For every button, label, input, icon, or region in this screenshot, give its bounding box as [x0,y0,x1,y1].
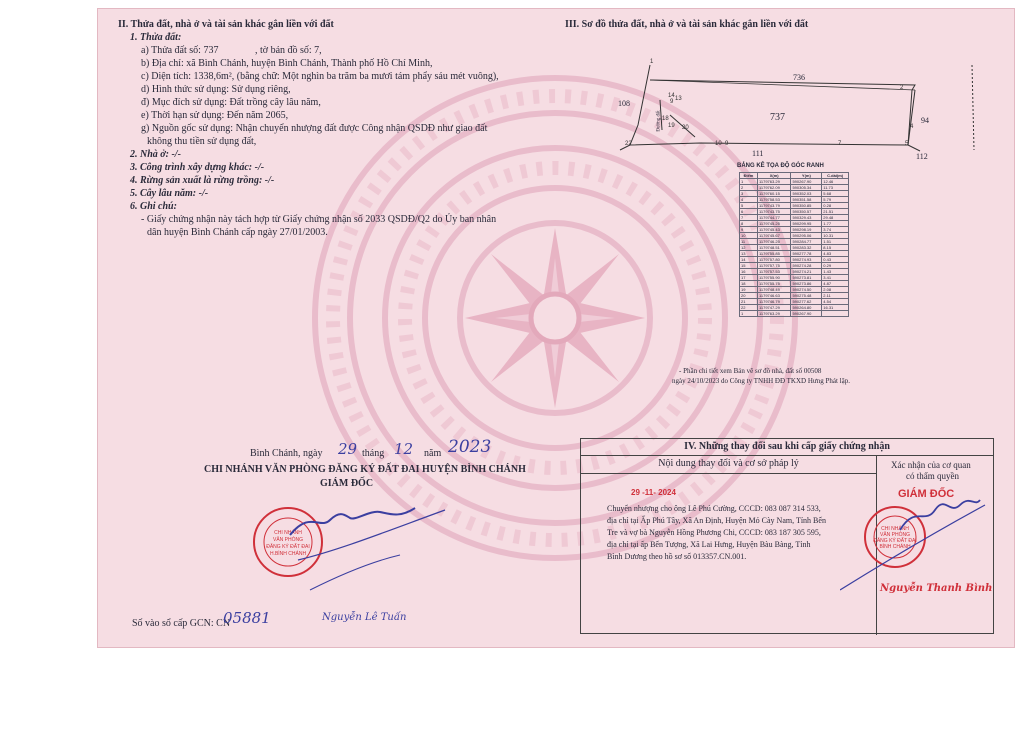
table-cell: 5 [740,203,758,209]
table-cell: 1179746.25 [757,239,791,245]
table-cell: 1179743.79 [757,203,791,209]
perennial-heading: 5. Cây lâu năm: -/- [130,188,209,199]
table-cell: 1179743.75 [757,209,791,215]
table-cell: 590264.80 [791,305,822,311]
table-cell: 1179745.25 [757,221,791,227]
table-cell: 1179762.09 [757,185,791,191]
stamp-line: CHI NHÁNH [274,530,302,536]
label-736: 736 [793,73,805,82]
table-cell: 590350.85 [791,203,822,209]
registry-number: 05881 [223,609,271,627]
table-cell [822,311,849,317]
usage-form-line: d) Hình thức sử dụng: Sử dụng riêng, [141,84,291,95]
table-cell: 2.08 [822,287,849,293]
stamp-line: H.BÌNH CHÁNH [269,551,307,557]
svg-text:2: 2 [900,85,904,91]
table-cell: 1.51 [822,239,849,245]
table-cell: 19 [740,287,758,293]
table-cell: 4.83 [822,251,849,257]
table-cell: 1179746.63 [757,293,791,299]
svg-text:1: 1 [650,59,654,65]
change-text-line: Bình Dương theo hồ sơ số 013357.CN.001. [607,552,747,561]
section2-land-heading: 1. Thửa đất: [130,32,182,43]
table-cell: 0.29 [822,263,849,269]
change-text-line: địa chỉ tại Ấp Phú Tây, Xã An Định, Huyện Mỏ Cày Nam, Tỉnh Bến [607,516,826,525]
table-cell: 16 [740,269,758,275]
table-cell: 6 [740,209,758,215]
svg-text:4: 4 [910,124,914,130]
forest-heading: 4. Rừng sản xuất là rừng trồng: -/- [130,175,275,186]
house-heading: 2. Nhà ở: -/- [130,149,181,160]
address-line: b) Địa chỉ: xã Bình Chánh, huyện Bình Chánh, Thành phố Hồ Chí Minh, [141,58,433,69]
table-cell: 1179763.29 [757,311,791,317]
table-cell: 590350.57 [791,209,822,215]
origin-line-1: g) Nguồn gốc sử dụng: Nhận chuyển nhượng đất được Công nhận QSDĐ như giao đất [141,123,488,134]
table-cell: 3.41 [822,275,849,281]
table-cell: 590273.86 [791,281,822,287]
table-cell: 1179755.75 [757,281,791,287]
table-cell: 7 [740,215,758,221]
table-cell: 590277.62 [791,299,822,305]
table-cell: 18 [740,281,758,287]
stamp-line: VĂN PHÒNG [272,537,304,543]
table-cell: 0.28 [822,203,849,209]
table-cell: 1179763.29 [757,179,791,185]
table-cell: 590273.81 [791,275,822,281]
svg-text:10: 10 [715,141,722,147]
table-cell: 5.79 [822,197,849,203]
stamp-line: CHI NHÁNH [881,526,909,532]
table-cell: 1179747.29 [757,305,791,311]
signing-month: 12 [394,440,414,458]
table-cell: 1.77 [822,221,849,227]
table-cell: 1179744.77 [757,215,791,221]
changes-content-header: Nội dung thay đổi và cơ sở pháp lý [581,455,876,474]
table-cell: 590283.32 [791,245,822,251]
table-cell: 3.74 [822,227,849,233]
table-cell: 0.43 [822,257,849,263]
table-cell: 590329.43 [791,215,822,221]
table-cell: 590277.78 [791,251,822,257]
table-cell: 15 [740,263,758,269]
change-text-line: Tre và vợ bà Nguyễn Hồng Phương Chi, CCCD: 083 187 305 595, [607,528,821,537]
table-cell: 4.54 [822,299,849,305]
table-cell: 12 [740,245,758,251]
table-cell: 21.51 [822,209,849,215]
table-cell: 1179757.53 [757,269,791,275]
diagram-note-1: - Phần chi tiết xem Bản vẽ sơ đồ nhà, đất số 00508 [679,367,822,375]
svg-text:7: 7 [838,141,842,147]
change-text-line: địa chỉ tại ấp Bến Tượng, Xã Lai Hưng, Huyện Bàu Bàng, Tỉnh [607,540,811,549]
area-line: c) Diện tích: 1338,6m², (bằng chữ: Một nghìn ba trăm ba mươi tám phẩy sáu mét vuông), [141,71,499,82]
label-111: 111 [752,149,764,158]
svg-text:18: 18 [662,116,669,122]
table-cell: 1179746.79 [757,299,791,305]
table-cell: 1179745.43 [757,227,791,233]
stamp-line: ĐĂNG KÝ ĐẤT ĐAI [266,544,310,550]
stamp-line: ĐĂNG KÝ ĐẤT ĐAI [873,538,917,544]
notes-heading: 6. Ghi chú: [130,201,177,212]
svg-text:14: 14 [668,93,675,99]
approval-header-1: Xác nhận của cơ quan [891,460,971,470]
signing-day: 29 [338,440,358,458]
table-header: Y(m) [791,173,822,179]
table-cell: 1179755.90 [757,275,791,281]
map-sheet-number: , tờ bản đồ số: 7, [255,45,322,56]
table-cell: 21 [740,299,758,305]
table-cell: 10.31 [822,233,849,239]
table-cell: 20 [740,293,758,299]
approval-header-2: có thẩm quyền [906,471,959,481]
right-signer-name: Nguyễn Thanh Bình [880,583,993,594]
table-cell: 1179748.51 [757,245,791,251]
table-header: Điểm [740,173,758,179]
section4-title: IV. Những thay đổi sau khi cấp giấy chứng nhận [581,439,993,456]
road-label: Đường đất [656,110,662,132]
table-header: X(m) [757,173,791,179]
director-title-left: GIÁM ĐỐC [320,478,374,489]
table-cell: 22 [740,305,758,311]
table-cell: 590298.19 [791,227,822,233]
left-stamp-signature [250,490,450,600]
note-line-2: dân huyện Bình Chánh cấp ngày 27/01/2003. [147,227,328,238]
table-cell: 12.46 [822,179,849,185]
stamp-line: VĂN PHÒNG [879,532,911,538]
svg-text:22: 22 [625,141,632,147]
stamp-line: BÌNH CHÁNH [879,544,911,550]
table-cell: 9 [740,227,758,233]
diagram-note-2: ngày 24/10/2023 do Công ty TNHH ĐĐ TKXD Hưng Phát lập. [672,377,850,385]
label-737: 737 [770,112,785,123]
table-cell: 1179757.75 [757,263,791,269]
table-cell: 13 [740,251,758,257]
table-cell: 590267.90 [791,311,822,317]
table-cell: 11 [740,239,758,245]
table-cell: 590274.50 [791,287,822,293]
change-text-line: Chuyển nhượng cho ông Lê Phú Cường, CCCD: 083 087 314 533, [607,504,821,513]
office-name: CHI NHÁNH VĂN PHÒNG ĐĂNG KÝ ĐẤT ĐAI HUYỆN BÌNH CHÁNH [204,464,526,475]
table-cell: 14 [740,257,758,263]
svg-text:20: 20 [682,125,689,131]
table-cell: 1179745.67 [757,233,791,239]
table-cell: 590267.90 [791,179,822,185]
table-cell: 3 [740,191,758,197]
clerk-signature: Nguyễn Lê Tuấn [322,612,407,623]
signing-year: 2023 [448,437,492,457]
table-cell: 29.48 [822,215,849,221]
table-cell: 4 [740,197,758,203]
svg-text:9: 9 [670,99,674,105]
usage-term-line: e) Thời hạn sử dụng: Đến năm 2065, [141,110,289,121]
origin-line-2: không thu tiền sử dụng đất, [147,136,257,147]
table-cell: 10 [740,233,758,239]
coordinate-table [739,172,849,317]
table-cell: 1179755.85 [757,251,791,257]
table-cell: 1179757.80 [757,257,791,263]
table-cell: 1179760.15 [757,191,791,197]
note-line-1: - Giấy chứng nhận này tách hợp từ Giấy chứng nhận số 2033 QSDĐ/Q2 do Ủy ban nhân [141,214,497,225]
table-cell: 590305.34 [791,185,822,191]
table-cell: 8.15 [822,245,849,251]
table-cell: 590299.95 [791,221,822,227]
table-cell: 1 [740,311,758,317]
label-112: 112 [916,152,928,161]
svg-text:13: 13 [675,96,682,102]
table-cell: 590275.48 [791,293,822,299]
table-cell: 590295.06 [791,233,822,239]
table-cell: 16.31 [822,305,849,311]
svg-text:5: 5 [905,141,909,147]
table-cell: 590274.21 [791,269,822,275]
table-cell: 590274.28 [791,263,822,269]
month-label: tháng [362,448,385,459]
table-cell: 590274.93 [791,257,822,263]
table-cell: 11.73 [822,185,849,191]
change-date-stamp: 29 -11- 2024 [631,488,676,497]
director-title-right: GIÁM ĐỐC [898,488,955,500]
table-cell: 5.68 [822,191,849,197]
table-cell: 1 [740,179,758,185]
table-cell: 2 [740,185,758,191]
table-cell: 590352.03 [791,191,822,197]
label-94: 94 [921,116,929,125]
table-header: C.dài(m) [822,173,849,179]
table-cell: 4.87 [822,281,849,287]
table-cell: 590351.58 [791,197,822,203]
parcel-number: a) Thửa đất số: 737 [141,45,219,56]
signing-place: Bình Chánh, ngày [250,448,323,459]
table-cell: 1179758.53 [757,197,791,203]
svg-text:9: 9 [725,141,729,147]
coordinate-table-title: BẢNG KÊ TỌA ĐỘ GÓC RANH [737,163,824,169]
table-cell: 1179748.49 [757,287,791,293]
table-cell: 1.43 [822,269,849,275]
svg-text:19: 19 [668,123,675,129]
table-cell: 2.11 [822,293,849,299]
usage-purpose-line: đ) Mục đích sử dụng: Đất trồng cây lâu năm, [141,97,321,108]
table-cell: 17 [740,275,758,281]
construction-heading: 3. Công trình xây dựng khác: -/- [130,162,265,173]
section2-title: II. Thửa đất, nhà ở và tài sản khác gắn liền với đất [118,19,334,30]
table-cell: 590284.77 [791,239,822,245]
table-cell: 8 [740,221,758,227]
label-108: 108 [618,99,630,108]
section3-title: III. Sơ đồ thửa đất, nhà ở và tài sản khác gắn liền với đất [565,19,809,30]
year-label: năm [424,448,442,459]
table-row [740,311,849,317]
registry-label: Số vào sổ cấp GCN: CN [132,618,231,629]
